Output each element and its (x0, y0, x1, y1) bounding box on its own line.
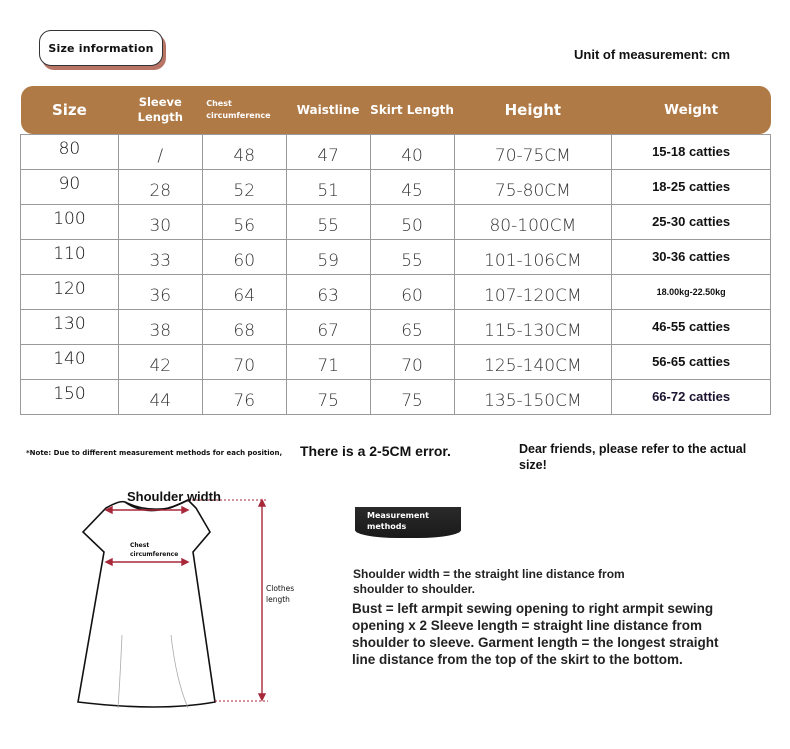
dress-fold-left (118, 635, 122, 708)
cell-skirt: 40 (370, 134, 454, 169)
header-weight: Weight (664, 101, 719, 118)
cell-waist: 47 (286, 134, 370, 169)
header-sleeve-length (118, 86, 202, 134)
cell-size: 80 (21, 134, 119, 169)
clothes-label-line2: length (266, 595, 290, 604)
cell-sleeve: 28 (118, 169, 202, 204)
cell-weight: 25-30 catties (612, 204, 771, 239)
cell-skirt: 45 (370, 169, 454, 204)
cell-skirt: 65 (370, 309, 454, 344)
table-header-row (21, 86, 771, 134)
cell-waist: 59 (286, 239, 370, 274)
chest-circumference-arrow (106, 559, 188, 565)
chest-label-line2: circumference (130, 551, 179, 558)
shoulder-width-label: Shoulder width (127, 489, 221, 504)
header-size: Size (51, 100, 87, 119)
cell-sleeve: 42 (118, 344, 202, 379)
cell-waist: 55 (286, 204, 370, 239)
cell-chest: 64 (202, 274, 286, 309)
measurement-badge-line1: Measurement (367, 511, 429, 520)
header-chest-line2: circumference (206, 110, 271, 120)
header-chest-line1: Chest (206, 98, 232, 108)
cell-height: 115-130CM (454, 309, 612, 344)
cell-chest: 60 (202, 239, 286, 274)
table-row (21, 379, 771, 414)
measurement-methods-badge (355, 507, 461, 538)
cell-weight: 66-72 catties (612, 379, 771, 414)
cell-skirt: 70 (370, 344, 454, 379)
cell-skirt: 60 (370, 274, 454, 309)
cell-size: 140 (21, 344, 119, 379)
table-row (21, 134, 771, 169)
clothes-length-label (266, 583, 294, 605)
table-body (21, 134, 771, 414)
cell-height: 75-80CM (454, 169, 612, 204)
header-waistline: Waistline (296, 102, 360, 117)
cell-sleeve: 36 (118, 274, 202, 309)
cell-weight: 56-65 catties (612, 344, 771, 379)
cell-size: 100 (21, 204, 119, 239)
cell-weight: 18-25 catties (612, 169, 771, 204)
cell-weight: 30-36 catties (612, 239, 771, 274)
clothes-label-line1: Clothes (266, 584, 295, 593)
cell-height: 80-100CM (454, 204, 612, 239)
cell-chest: 68 (202, 309, 286, 344)
header-height: Height (504, 100, 562, 119)
cell-height: 70-75CM (454, 134, 612, 169)
dress-fold-right (171, 635, 188, 708)
cell-skirt: 50 (370, 204, 454, 239)
header-chest-circumference (202, 86, 286, 134)
cell-weight: 15-18 catties (612, 134, 771, 169)
note-refer-actual-size: Dear friends, please refer to the actual size! (519, 442, 747, 472)
cell-waist: 71 (286, 344, 370, 379)
cell-sleeve: 44 (118, 379, 202, 414)
cell-size: 150 (21, 379, 119, 414)
cell-waist: 67 (286, 309, 370, 344)
note-error-range: There is a 2-5CM error. (300, 443, 451, 459)
table-row (21, 204, 771, 239)
chest-circumference-label (130, 541, 178, 559)
cell-height: 107-120CM (454, 274, 612, 309)
cell-size: 110 (21, 239, 119, 274)
dress-outline (78, 500, 215, 707)
chest-label-line1: Chest (130, 542, 150, 549)
cell-height: 135-150CM (454, 379, 612, 414)
cell-waist: 63 (286, 274, 370, 309)
table-row (21, 344, 771, 379)
measurement-badge-line2: methods (367, 522, 407, 531)
cell-chest: 56 (202, 204, 286, 239)
cell-chest: 76 (202, 379, 286, 414)
cell-waist: 51 (286, 169, 370, 204)
cell-chest: 70 (202, 344, 286, 379)
header-sleeve-line2: Length (137, 109, 183, 124)
cell-skirt: 75 (370, 379, 454, 414)
cell-skirt: 55 (370, 239, 454, 274)
table-row (21, 274, 771, 309)
cell-size: 120 (21, 274, 119, 309)
cell-sleeve: 30 (118, 204, 202, 239)
header-sleeve-line1: Sleeve (138, 94, 182, 109)
unit-of-measurement: Unit of measurement: cm (574, 47, 731, 62)
cell-waist: 75 (286, 379, 370, 414)
table-row (21, 309, 771, 344)
cell-height: 125-140CM (454, 344, 612, 379)
header-skirt-length: Skirt Length (370, 102, 454, 117)
measurement-definitions: Bust = left armpit sewing opening to right armpit sewing opening x 2 Sleeve length = straight line distance from shoulder to sleeve. Garment length = the longest straight line distance from the top of the skirt to the bottom. (352, 601, 719, 667)
dress-body (78, 500, 215, 707)
cell-sleeve: 38 (118, 309, 202, 344)
cell-chest: 48 (202, 134, 286, 169)
table-row (21, 169, 771, 204)
cell-size: 130 (21, 309, 119, 344)
table-row (21, 239, 771, 274)
size-table (20, 86, 771, 415)
cell-height: 101-106CM (454, 239, 612, 274)
cell-chest: 52 (202, 169, 286, 204)
cell-weight: 46-55 catties (612, 309, 771, 344)
cell-weight: 18.00kg-22.50kg (612, 274, 771, 309)
cell-sleeve: / (118, 134, 202, 169)
cell-size: 90 (21, 169, 119, 204)
clothes-length-arrow (259, 500, 265, 700)
size-information-label: Size information (48, 41, 154, 55)
note-measurement-methods: *Note: Due to different measurement methods for each position, (26, 449, 283, 457)
cell-sleeve: 33 (118, 239, 202, 274)
size-information-badge (39, 30, 163, 66)
shoulder-width-definition: Shoulder width = the straight line distance from shoulder to shoulder. (353, 567, 625, 596)
